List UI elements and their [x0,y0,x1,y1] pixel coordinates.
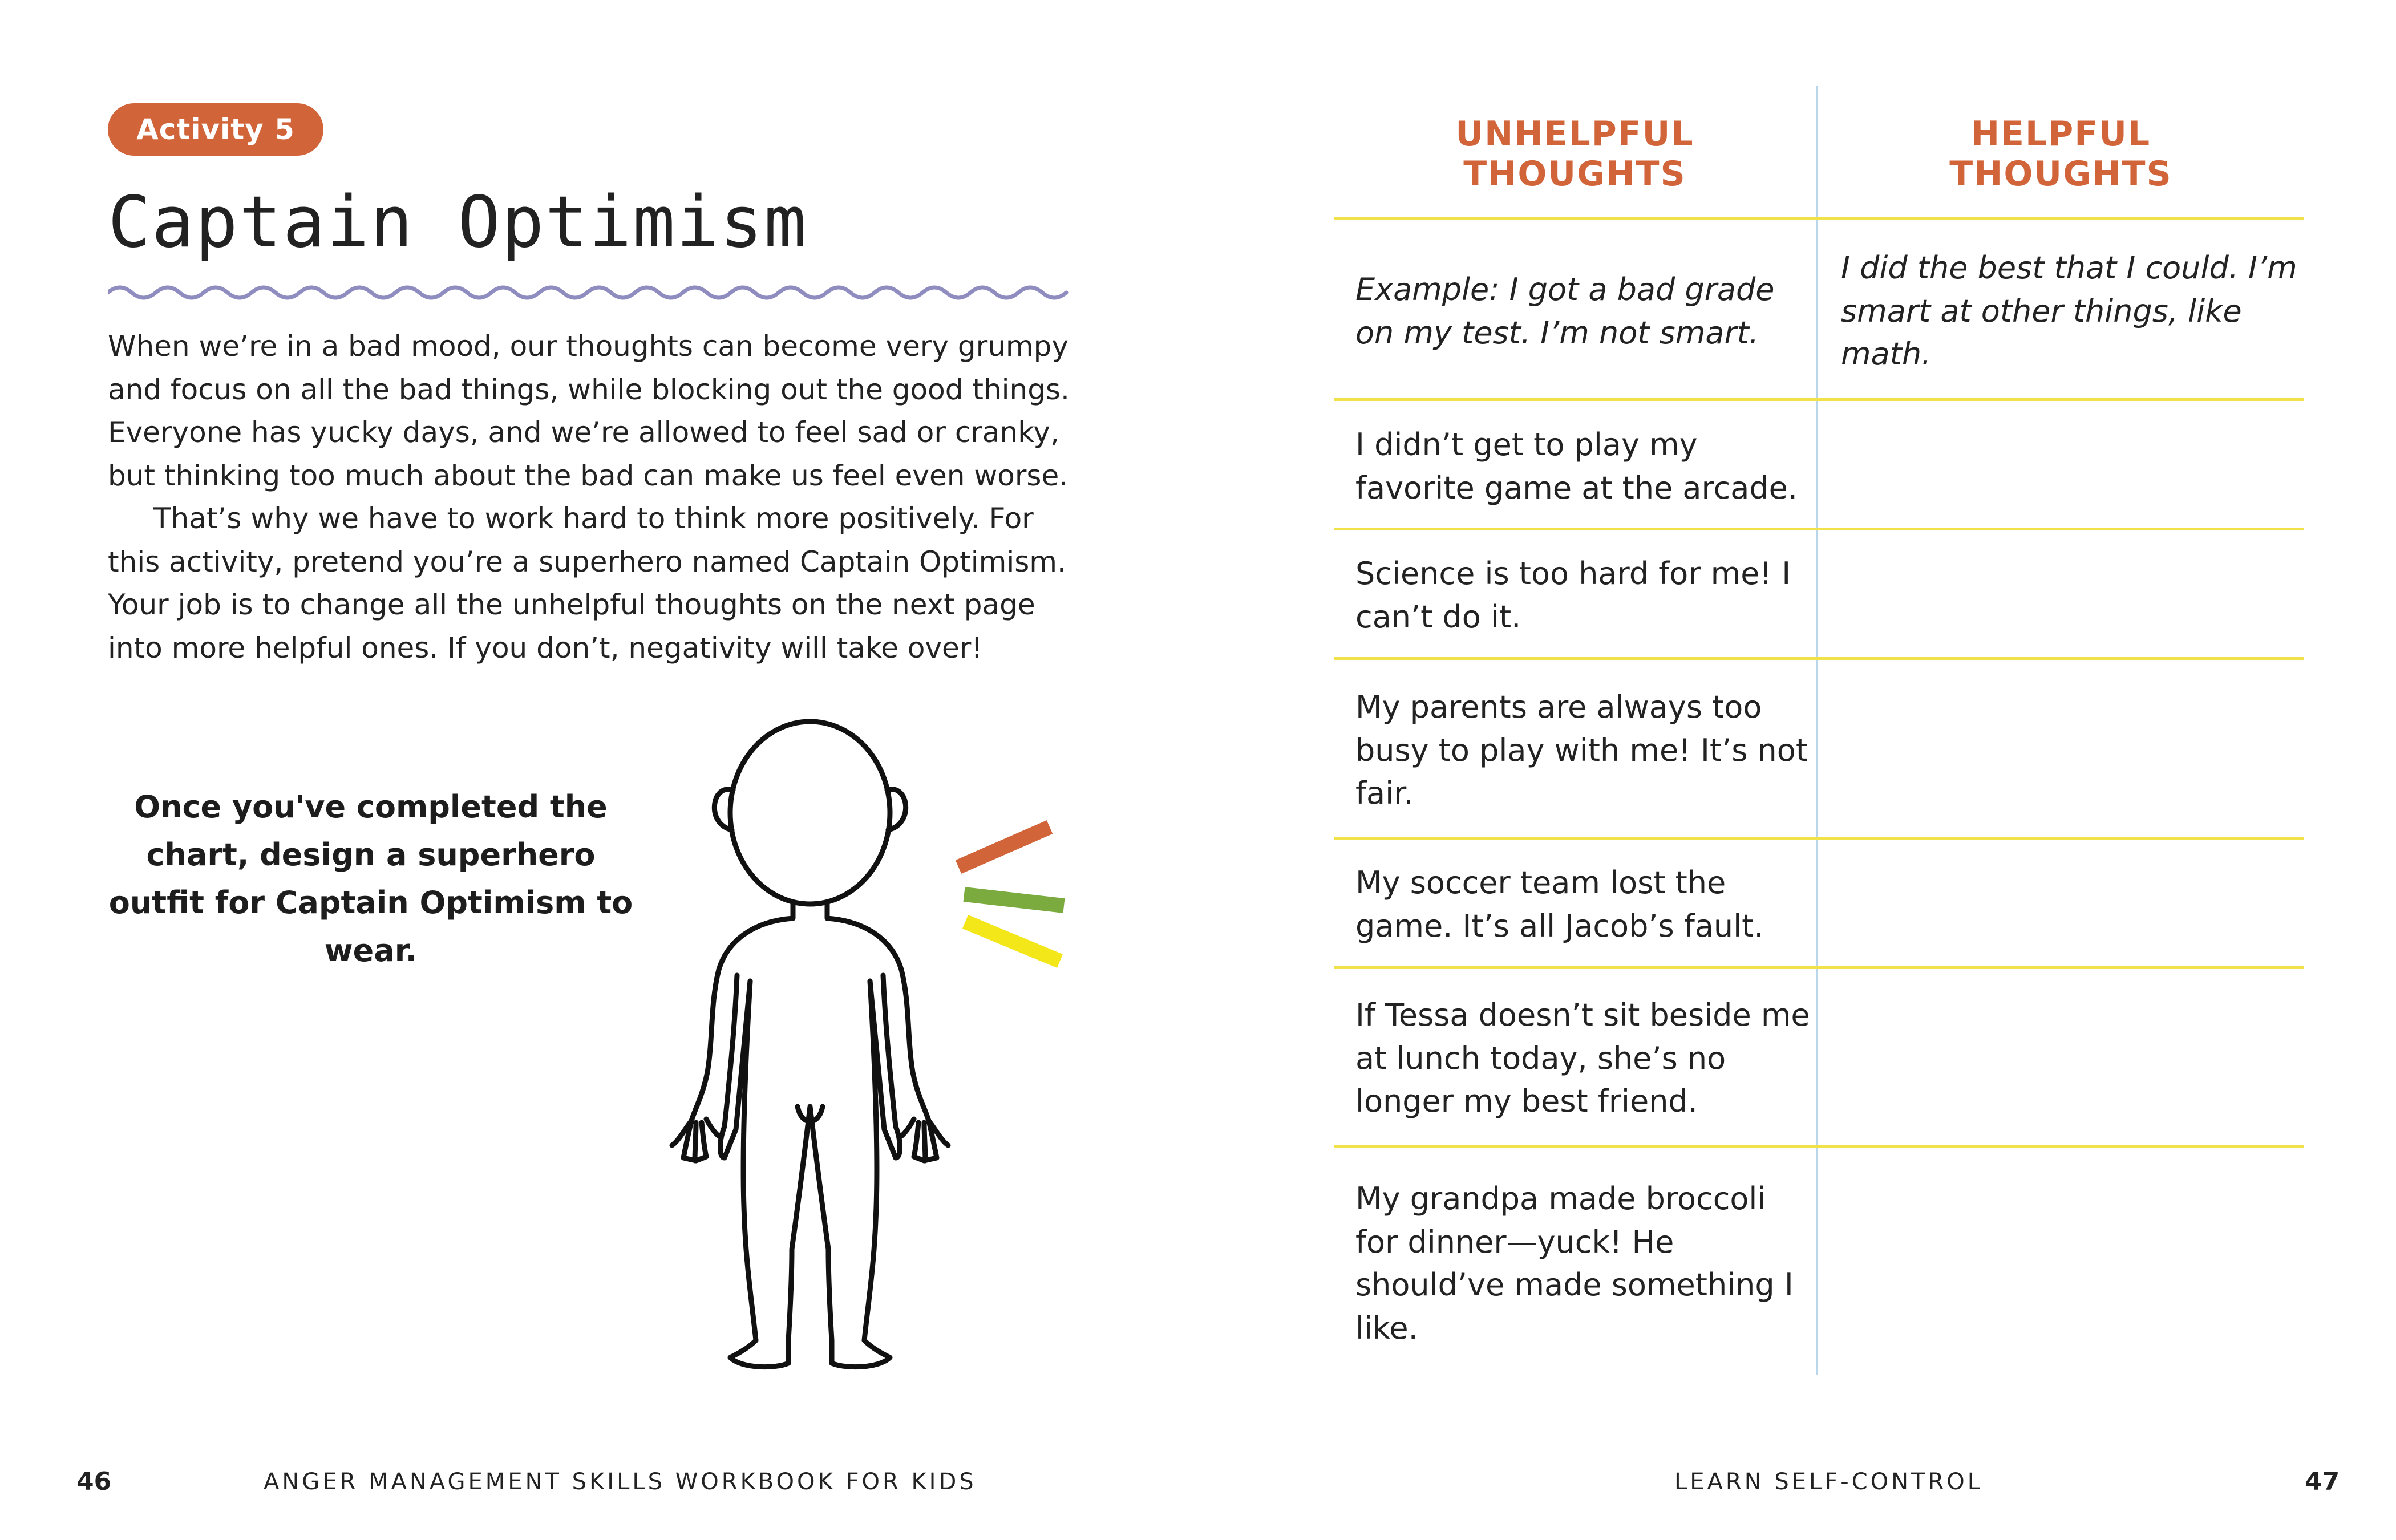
figure-hand-right [901,1119,948,1161]
helpful-header-text: HELPFUL THOUGHTS [1949,114,2172,194]
action-line-green [964,894,1064,906]
intro-text [108,325,1078,670]
table-row-unhelpful-example: Example: I got a bad grade on my test. I’m not smart. [1355,271,1775,351]
figure-hand-left [672,1119,719,1161]
wavy-divider [108,281,1078,304]
right-page-number: 47 [2305,1467,2340,1496]
table-rule [1334,398,2304,401]
superhero-outline-figure [639,707,958,1392]
table-rule [1334,1145,2304,1148]
table-rule [1334,966,2304,969]
left-page-number: 46 [76,1467,112,1496]
unhelpful-header-text: UNHELPFUL THOUGHTS [1455,114,1694,194]
figure-head [730,722,890,904]
intro-paragraph-2: That’s why we have to work hard to think more positively. For this activity, pretend you’re a superhero named Captain Optimism. Your job is to change all the unhelpful thoughts on the next page into more helpful ones. If you don’t, negativity will take over! [108,502,1066,664]
table-row-unhelpful: My soccer team lost the game. It’s all Jacob’s fault. [1355,865,1764,944]
table-row-unhelpful: Science is too hard for me! I can’t do it. [1355,556,1791,635]
activity-badge: Activity 5 [108,103,323,156]
table-rule [1334,217,2304,220]
left-running-title: ANGER MANAGEMENT SKILLS WORKBOOK FOR KIDS [264,1469,977,1495]
intro-paragraph-1: When we’re in a bad mood, our thoughts can become very grumpy and focus on all the bad things, while blocking out the good things. Everyone has yucky days, and we’re allowed to feel sad or cranky, but thinking too much about the bad can make us feel even worse. [108,330,1070,492]
action-line-yellow [965,922,1060,961]
action-line-orange [958,827,1050,867]
table-row-unhelpful: My parents are always too busy to play with me! It’s not fair. [1355,689,1808,811]
table-row-unhelpful: I didn’t get to play my favorite game at the arcade. [1355,427,1798,506]
table-column-divider [1816,86,1818,1375]
table-rule [1334,837,2304,840]
unhelpful-thoughts-header [1334,114,1816,194]
right-running-title: LEARN SELF-CONTROL [1674,1469,1984,1495]
table-rule [1334,657,2304,660]
design-outfit-callout: Once you've completed the chart, design a superhero outfit for Captain Optimism to wear. [108,789,633,968]
table-row-helpful-example: I did the best that I could. I’m smart at other things, like math. [1841,250,2297,372]
table-rule [1334,528,2304,530]
helpful-thoughts-header [1818,114,2304,194]
figure-legs [730,981,890,1367]
table-row-unhelpful: My grandpa made broccoli for dinner—yuck! He should’ve made something I like. [1355,1181,1794,1346]
page-title: Captain Optimism [108,181,808,264]
table-row-unhelpful: If Tessa doesn’t sit beside me at lunch today, she’s no longer my best friend. [1355,997,1810,1119]
action-lines [947,810,1072,981]
